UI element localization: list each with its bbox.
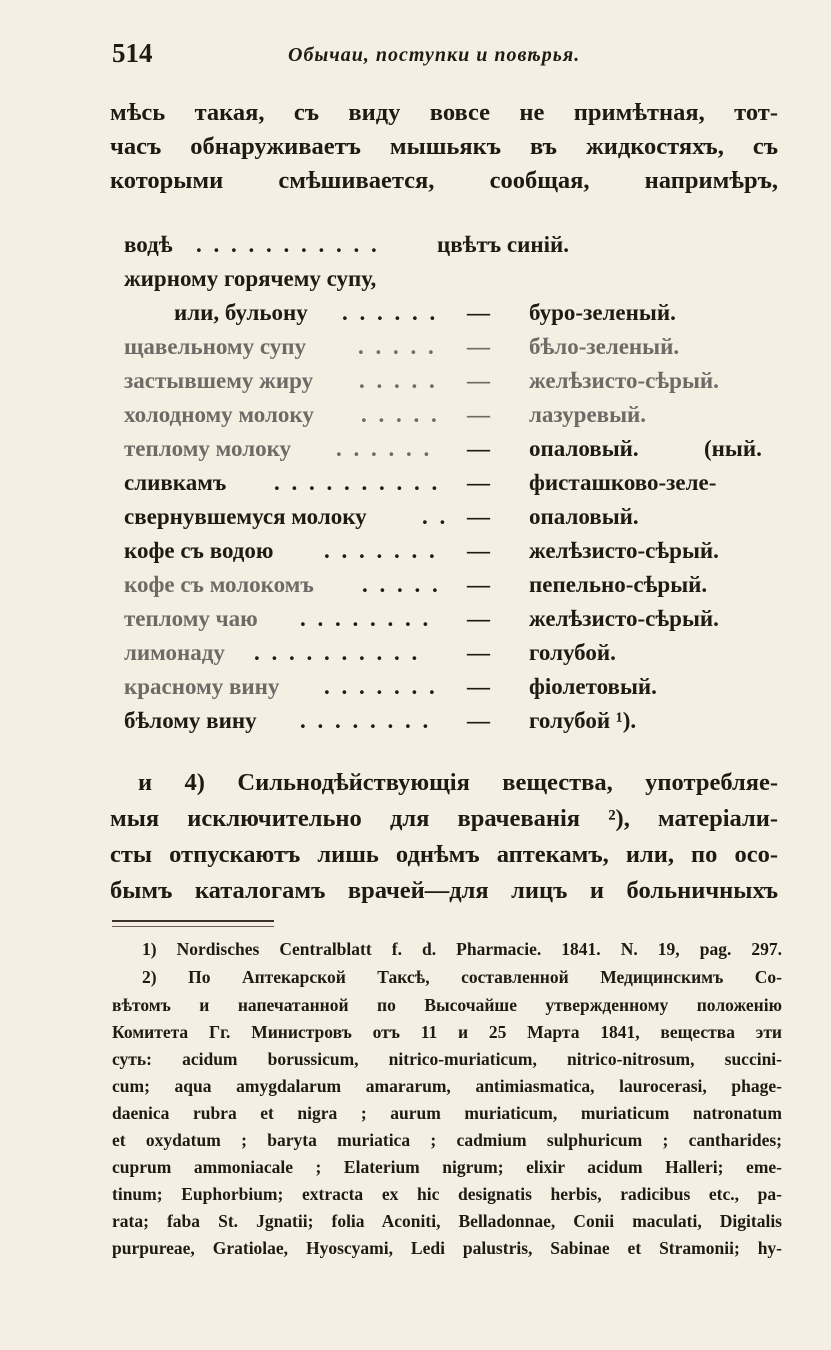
footnote-line: tinum; Euphorbium; extracta ex hic designatis herbis, radicibus etc., pa- [112, 1184, 782, 1204]
dash: — [467, 708, 490, 733]
dash: — [467, 640, 490, 665]
text-line: сты отпускаютъ лишь однѣмъ аптекамъ, или, по осо- [110, 841, 778, 868]
leader-dots: . . . . . . . . [300, 606, 432, 631]
text-line: бымъ каталогамъ врачей—для лицъ и больничныхъ [110, 877, 778, 904]
substance: теплому молоку [124, 436, 292, 461]
color-result: желѣзисто-сѣрый. [529, 538, 719, 563]
leader-dots: . . . . . . . . . . [254, 640, 421, 665]
leader-dots: . . . . . [358, 334, 437, 359]
footnote-separator-thin [112, 926, 274, 927]
leader-dots: . . [422, 504, 449, 529]
footnote-separator [112, 920, 274, 922]
leader-dots: . . . . . [359, 368, 438, 393]
color-result: фисташково-зеле- [529, 470, 717, 495]
page-number: 514 [112, 38, 153, 68]
substance: щавельному супу [124, 334, 307, 359]
table-row [124, 602, 784, 636]
footnote-line: rata; faba St. Jgnatii; folia Aconiti, Belladonnae, Conii maculati, Digitalis [112, 1211, 782, 1231]
substance: сливкамъ [124, 470, 227, 495]
color-result: цвѣтъ синій. [437, 232, 570, 257]
footnote-line: суть: acidum borussicum, nitrico-muriaticum, nitrico-nitrosum, succini- [112, 1049, 782, 1069]
dash: — [467, 402, 490, 427]
table-row [124, 330, 784, 364]
table-row [124, 534, 784, 568]
color-result: желѣзисто-сѣрый. [529, 606, 719, 631]
leader-dots: . . . . . . . . . . . [196, 232, 380, 257]
substance: кофе съ водою [124, 538, 274, 563]
leader-dots: . . . . . [362, 572, 441, 597]
color-result: бѣло-зеленый. [529, 334, 680, 359]
table-row [124, 364, 784, 398]
substance: застывшему жиру [124, 368, 314, 393]
dash: — [467, 368, 490, 393]
text-line: и 4) Сильнодѣйствующія вещества, употребляе- [138, 769, 778, 796]
dash: — [467, 572, 490, 597]
footnote-line: cum; aqua amygdalarum amararum, antimiasmatica, laurocerasi, phage- [112, 1076, 782, 1096]
dash: — [467, 470, 490, 495]
color-result: опаловый. [529, 436, 639, 461]
footnote-line: 2) По Аптекарской Таксѣ, составленной Медицинскимъ Со- [142, 967, 782, 987]
leader-dots: . . . . . . . [324, 538, 438, 563]
dash: — [467, 538, 490, 563]
table-row [124, 466, 784, 500]
leader-dots: . . . . . . . . [300, 708, 432, 733]
text-line: которыми смѣшивается, сообщая, напримѣръ, [110, 167, 778, 194]
table-row [124, 636, 784, 670]
substance: жирному горячему супу, [124, 266, 377, 291]
dash: — [467, 436, 490, 461]
page-header [112, 38, 782, 74]
leader-dots: . . . . . . [342, 300, 439, 325]
footnote-line: 1) Nordisches Centralblatt f. d. Pharmacie. 1841. N. 19, pag. 297. [142, 939, 782, 959]
leader-dots: . . . . . . . . . . [274, 470, 441, 495]
footnote-line: purpureae, Gratiolae, Hyoscyami, Ledi palustris, Sabinae et Stramonii; hy- [112, 1238, 782, 1258]
substance: водѣ [124, 232, 173, 257]
color-result: буро-зеленый. [529, 300, 676, 325]
color-result: опаловый. [529, 504, 639, 529]
running-title: Обычаи, поступки и повѣрья. [288, 44, 581, 66]
footnote-line: daenica rubra et nigra ; aurum muriaticum, muriaticum natronatum [112, 1103, 782, 1123]
leader-dots: . . . . . . [336, 436, 433, 461]
color-result: голубой ¹). [529, 708, 637, 733]
footnote-line: вѣтомъ и напечатанной по Высочайше утвержденному положенію [112, 995, 782, 1015]
substance: холодному молоку [124, 402, 314, 427]
color-result: пепельно-сѣрый. [529, 572, 708, 597]
color-result: желѣзисто-сѣрый. [529, 368, 719, 393]
substance: теплому чаю [124, 606, 258, 631]
substance: свернувшемуся молоку [124, 504, 367, 529]
footnote-line: Комитета Гг. Министровъ отъ 11 и 25 Марта 1841, вещества эти [112, 1022, 782, 1042]
footnote-line: et oxydatum ; baryta muriatica ; cadmium sulphuricum ; cantharides; [112, 1130, 782, 1150]
leader-dots: . . . . . [361, 402, 440, 427]
dash: — [467, 334, 490, 359]
text-line: мыя исключительно для врачеванія ²), матеріали- [110, 805, 778, 832]
substance: или, бульону [174, 300, 308, 325]
color-result: фіолетовый. [529, 674, 657, 699]
substance: красному вину [124, 674, 280, 699]
table-row [124, 262, 784, 296]
footnote-line: cuprum ammoniacale ; Elaterium nigrum; elixir acidum Halleri; eme- [112, 1157, 782, 1177]
dash: — [467, 504, 490, 529]
color-result: голубой. [529, 640, 616, 665]
table-row [124, 398, 784, 432]
substance: кофе съ молокомъ [124, 572, 314, 597]
substance: лимонаду [124, 640, 225, 665]
dash: — [467, 674, 490, 699]
text-line: часъ обнаруживаетъ мышьякъ въ жидкостяхъ, съ [110, 133, 778, 160]
dash: — [467, 300, 490, 325]
dash: — [467, 606, 490, 631]
table-row [124, 670, 784, 704]
table-row [124, 568, 784, 602]
hyphenated-continuation: (ный. [704, 436, 762, 461]
table-row [124, 228, 784, 262]
text-line: мѣсь такая, съ виду вовсе не примѣтная, тот- [110, 99, 778, 126]
table-row [124, 704, 784, 738]
color-result: лазуревый. [529, 402, 647, 427]
table-row [124, 432, 784, 466]
table-row [124, 296, 784, 330]
table-row [124, 500, 784, 534]
leader-dots: . . . . . . . [324, 674, 438, 699]
substance: бѣлому вину [124, 708, 257, 733]
